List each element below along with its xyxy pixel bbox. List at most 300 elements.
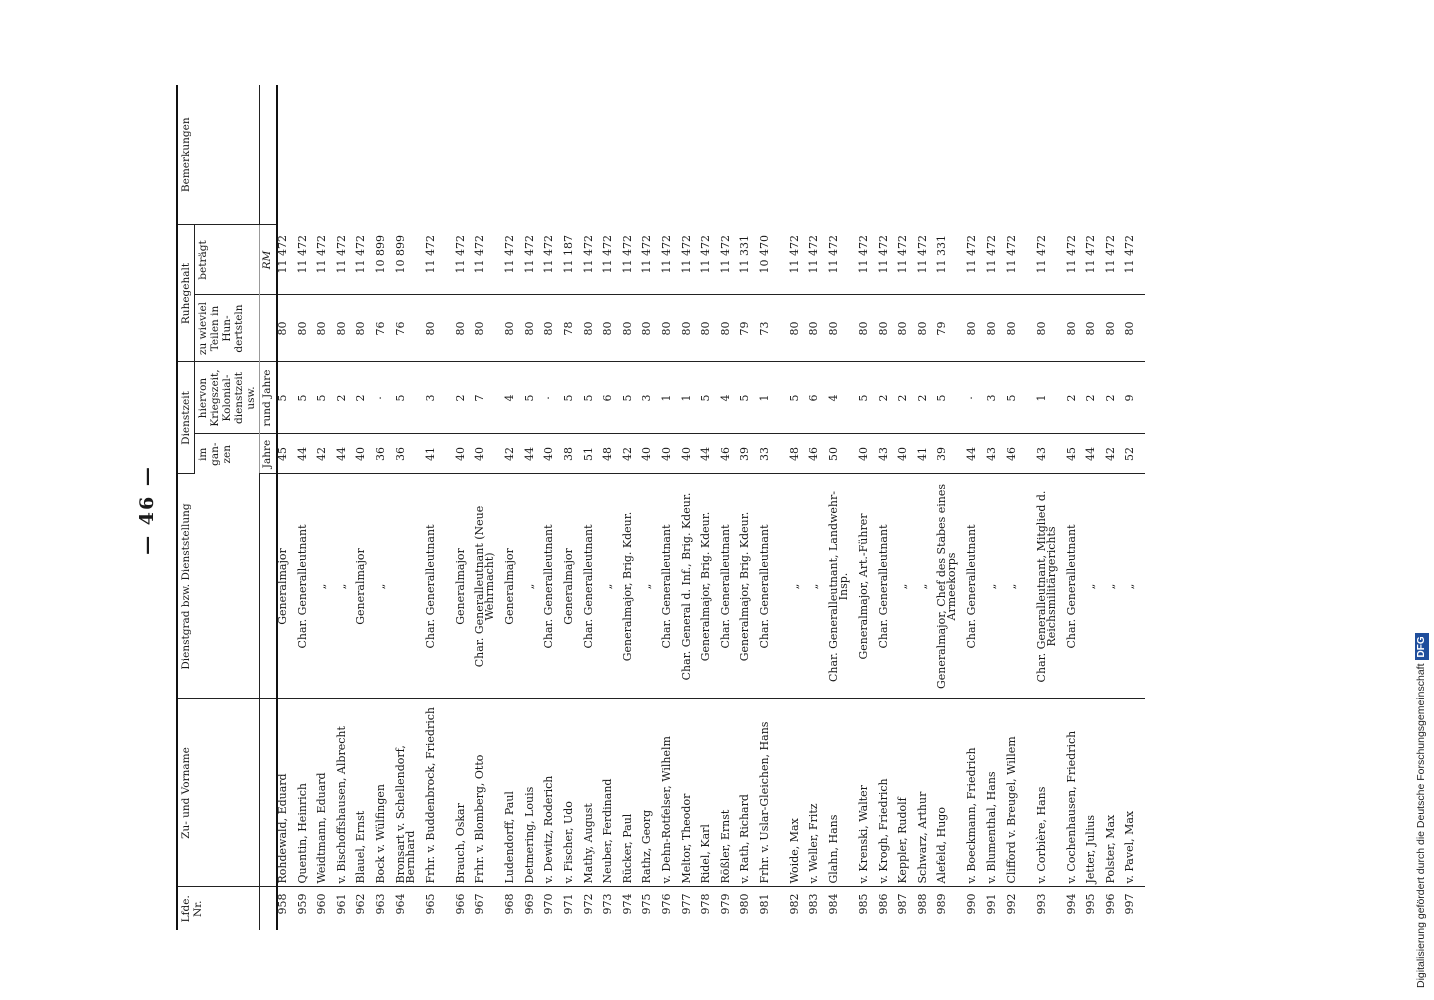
bemerkungen-cell <box>740 85 760 225</box>
name-cell: v. Pavel, Max <box>1125 699 1145 887</box>
table-row <box>859 85 879 930</box>
betrag-cell: 11 472 <box>356 225 376 295</box>
rank-cell: Char. Generalleutnant <box>662 474 682 699</box>
lfd-nr-cell: 961 <box>334 893 348 915</box>
teile-cell: 80 <box>1086 295 1106 362</box>
table-row <box>987 85 1007 930</box>
rank-cell: Generalmajor, Art.-Führer <box>859 474 879 699</box>
header-rank: Dienstgrad bzw. Dienststellung <box>177 474 260 699</box>
rank-cell: „ <box>809 474 829 699</box>
dienstzeit-ganzen-cell: 50 <box>829 434 859 474</box>
teile-cell: 80 <box>456 295 476 362</box>
betrag-cell: 11 472 <box>721 225 741 295</box>
dienstzeit-ganzen-cell: 40 <box>544 434 564 474</box>
teile-cell: 80 <box>879 295 899 362</box>
rank-cell: Char. Generalleutnant, Landwehr-Insp. <box>829 474 859 699</box>
name-cell: v. Rath, Richard <box>740 699 760 887</box>
betrag-cell: 11 472 <box>603 225 623 295</box>
rank-cell: Generalmajor <box>505 474 525 699</box>
header-dienstzeit: Dienstzeit <box>177 362 195 474</box>
bemerkungen-cell <box>829 85 859 225</box>
name-cell: Schwarz, Arthur <box>918 699 938 887</box>
header-lfd-nr: Lfde. Nr. <box>177 887 260 930</box>
lfd-nr-cell: 971 <box>561 893 575 915</box>
betrag-cell: 11 472 <box>1037 225 1067 295</box>
table-row <box>426 85 456 930</box>
teile-cell: 80 <box>337 295 357 362</box>
name-cell: Meltor, Theodor <box>682 699 702 887</box>
rank-cell: Char. Generalleutnant <box>544 474 564 699</box>
teile-cell: 80 <box>987 295 1007 362</box>
lfd-nr-cell: 967 <box>473 893 487 915</box>
dienstzeit-hiervon-cell: 5 <box>701 362 721 434</box>
lfd-nr-cell: 966 <box>453 893 467 915</box>
dienstzeit-ganzen-cell: 40 <box>662 434 682 474</box>
rank-cell: Char. Generalleutnant <box>426 474 456 699</box>
bemerkungen-cell <box>898 85 918 225</box>
dienstzeit-hiervon-cell: 5 <box>740 362 760 434</box>
teile-cell: 80 <box>829 295 859 362</box>
bemerkungen-cell <box>356 85 376 225</box>
bemerkungen-cell <box>790 85 810 225</box>
bemerkungen-cell <box>584 85 604 225</box>
betrag-cell: 11 472 <box>456 225 476 295</box>
dienstzeit-hiervon-cell: 9 <box>1125 362 1145 434</box>
table-row <box>376 85 396 930</box>
dienstzeit-ganzen-cell: 43 <box>1037 434 1067 474</box>
dienstzeit-ganzen-cell: 44 <box>298 434 318 474</box>
lfd-nr-cell: 991 <box>985 893 999 915</box>
teile-cell: 80 <box>584 295 604 362</box>
rank-cell: „ <box>317 474 337 699</box>
table-row <box>317 85 337 930</box>
unit-rund-jahre: rund Jahre <box>260 362 278 434</box>
dienstzeit-hiervon-cell: 5 <box>623 362 643 434</box>
lfd-nr-cell: 987 <box>896 893 910 915</box>
dienstzeit-hiervon-cell: · <box>544 362 564 434</box>
dienstzeit-hiervon-cell: 3 <box>426 362 456 434</box>
dienstzeit-ganzen-cell: 44 <box>1086 434 1106 474</box>
bemerkungen-cell <box>1007 85 1037 225</box>
name-cell: v. Bischoffshausen, Albrecht <box>337 699 357 887</box>
dienstzeit-ganzen-cell: 43 <box>879 434 899 474</box>
lfd-nr-cell: 969 <box>522 893 536 915</box>
betrag-cell: 11 472 <box>584 225 604 295</box>
rank-cell: „ <box>525 474 545 699</box>
betrag-cell: 10 899 <box>396 225 426 295</box>
dienstzeit-ganzen-cell: 44 <box>525 434 545 474</box>
table-row <box>682 85 702 930</box>
dienstzeit-hiervon-cell: 4 <box>721 362 741 434</box>
table-row <box>740 85 760 930</box>
rank-cell: „ <box>376 474 396 699</box>
pension-table <box>176 85 1145 930</box>
betrag-cell: 11 472 <box>1106 225 1126 295</box>
betrag-cell: 11 472 <box>1125 225 1145 295</box>
bemerkungen-cell <box>623 85 643 225</box>
rank-cell: Char. Generalleutnant <box>584 474 604 699</box>
bemerkungen-cell <box>918 85 938 225</box>
name-cell: Neuber, Ferdinand <box>603 699 623 887</box>
betrag-cell: 11 472 <box>859 225 879 295</box>
rank-cell: „ <box>1086 474 1106 699</box>
dienstzeit-hiervon-cell: 4 <box>505 362 525 434</box>
bemerkungen-cell <box>1106 85 1126 225</box>
lfd-nr-cell: 965 <box>423 893 437 915</box>
rank-cell: Char. Generalleutnant <box>298 474 318 699</box>
bemerkungen-cell <box>505 85 525 225</box>
dienstzeit-ganzen-cell: 42 <box>1106 434 1126 474</box>
rank-cell: „ <box>790 474 810 699</box>
rank-cell: Char. Generalleutnant, Mitglied d. Reichsmilitärgerichts <box>1037 474 1067 699</box>
betrag-cell: 11 472 <box>475 225 505 295</box>
name-cell: v. Cochenhausen, Friedrich <box>1067 699 1087 887</box>
dienstzeit-hiervon-cell: 5 <box>584 362 604 434</box>
teile-cell: 80 <box>356 295 376 362</box>
dienstzeit-hiervon-cell: 1 <box>760 362 790 434</box>
name-cell: v. Dewitz, Roderich <box>544 699 564 887</box>
watermark-text: Digitalisierung gefördert durch die Deutsche Forschungsgemeinschaft <box>1415 663 1427 988</box>
name-cell: v. Boeckmann, Friedrich <box>967 699 987 887</box>
lfd-nr-cell: 973 <box>601 893 615 915</box>
dienstzeit-ganzen-cell: 33 <box>760 434 790 474</box>
teile-cell: 80 <box>475 295 505 362</box>
header-betraegt: beträgt <box>195 225 260 295</box>
dienstzeit-hiervon-cell: 2 <box>1086 362 1106 434</box>
rank-cell: Generalmajor <box>356 474 376 699</box>
dienstzeit-hiervon-cell: 5 <box>564 362 584 434</box>
teile-cell: 80 <box>721 295 741 362</box>
bemerkungen-cell <box>662 85 682 225</box>
teile-cell: 80 <box>682 295 702 362</box>
lfd-nr-cell: 959 <box>295 893 309 915</box>
rank-cell: „ <box>1106 474 1126 699</box>
bemerkungen-cell <box>544 85 564 225</box>
name-cell: Frhr. v. Buddenbrock, Friedrich <box>426 699 456 887</box>
dienstzeit-ganzen-cell: 48 <box>790 434 810 474</box>
dienstzeit-ganzen-cell: 40 <box>356 434 376 474</box>
name-cell: Glahn, Hans <box>829 699 859 887</box>
name-cell: Brauch, Oskar <box>456 699 476 887</box>
dienstzeit-hiervon-cell: 5 <box>525 362 545 434</box>
dienstzeit-ganzen-cell: 46 <box>721 434 741 474</box>
lfd-nr-cell: 983 <box>807 893 821 915</box>
dienstzeit-ganzen-cell: 52 <box>1125 434 1145 474</box>
dienstzeit-hiervon-cell: 2 <box>1067 362 1087 434</box>
table-row <box>1007 85 1037 930</box>
name-cell: Bronsart v. Schellendorf, Bernhard <box>396 699 426 887</box>
lfd-nr-cell: 997 <box>1123 893 1137 915</box>
bemerkungen-cell <box>317 85 337 225</box>
dienstzeit-ganzen-cell: 36 <box>376 434 396 474</box>
betrag-cell: 11 331 <box>937 225 967 295</box>
name-cell: v. Corbière, Hans <box>1037 699 1067 887</box>
bemerkungen-cell <box>937 85 967 225</box>
name-cell: Alefeld, Hugo <box>937 699 967 887</box>
betrag-cell: 11 472 <box>623 225 643 295</box>
header-bemerkungen: Bemerkungen <box>177 85 260 225</box>
bemerkungen-cell <box>564 85 584 225</box>
rank-cell: „ <box>603 474 623 699</box>
bemerkungen-cell <box>859 85 879 225</box>
dienstzeit-ganzen-cell: 45 <box>277 434 298 474</box>
name-cell: Polster, Max <box>1106 699 1126 887</box>
table-row <box>760 85 790 930</box>
rank-cell: Generalmajor <box>564 474 584 699</box>
dienstzeit-hiervon-cell: 5 <box>396 362 426 434</box>
name-cell: Weidtmann, Eduard <box>317 699 337 887</box>
dienstzeit-hiervon-cell: 5 <box>277 362 298 434</box>
teile-cell: 79 <box>740 295 760 362</box>
lfd-nr-cell: 994 <box>1064 893 1078 915</box>
dienstzeit-hiervon-cell: 2 <box>1106 362 1126 434</box>
name-cell: Rathz, Georg <box>642 699 662 887</box>
dienstzeit-hiervon-cell: 1 <box>662 362 682 434</box>
bemerkungen-cell <box>298 85 318 225</box>
rank-cell: Generalmajor <box>456 474 476 699</box>
teile-cell: 76 <box>396 295 426 362</box>
teile-cell: 80 <box>1037 295 1067 362</box>
unit-jahre: Jahre <box>260 434 278 474</box>
table-row <box>603 85 623 930</box>
table-row <box>701 85 721 930</box>
table-row <box>564 85 584 930</box>
lfd-nr-cell: 974 <box>620 893 634 915</box>
lfd-nr-cell: 990 <box>965 893 979 915</box>
lfd-nr-cell: 992 <box>1004 893 1018 915</box>
teile-cell: 80 <box>809 295 829 362</box>
teile-cell: 80 <box>790 295 810 362</box>
lfd-nr-cell: 978 <box>699 893 713 915</box>
name-cell: Quentin, Heinrich <box>298 699 318 887</box>
dienstzeit-ganzen-cell: 42 <box>505 434 525 474</box>
dienstzeit-hiervon-cell: 5 <box>790 362 810 434</box>
betrag-cell: 11 472 <box>337 225 357 295</box>
betrag-cell: 11 472 <box>967 225 987 295</box>
lfd-nr-cell: 995 <box>1084 893 1098 915</box>
rank-cell <box>396 474 426 699</box>
name-cell: Clifford v. Breugel, Willem <box>1007 699 1037 887</box>
header-ruhegehalt: Ruhegehalt <box>177 225 195 362</box>
table-row <box>829 85 859 930</box>
betrag-cell: 11 472 <box>1067 225 1087 295</box>
betrag-cell: 11 472 <box>426 225 456 295</box>
name-cell: Bock v. Wülfingen <box>376 699 396 887</box>
dienstzeit-hiervon-cell: 5 <box>317 362 337 434</box>
name-cell: v. Fischer, Udo <box>564 699 584 887</box>
lfd-nr-cell: 996 <box>1103 893 1117 915</box>
teile-cell: 80 <box>1007 295 1037 362</box>
teile-cell: 80 <box>967 295 987 362</box>
rank-cell: Generalmajor, Brig. Kdeur. <box>623 474 643 699</box>
teile-cell: 80 <box>623 295 643 362</box>
teile-cell: 78 <box>564 295 584 362</box>
teile-cell: 80 <box>642 295 662 362</box>
rank-cell: Char. Generalleutnant <box>760 474 790 699</box>
dienstzeit-ganzen-cell: 46 <box>1007 434 1037 474</box>
dienstzeit-ganzen-cell: 38 <box>564 434 584 474</box>
table-row <box>1086 85 1106 930</box>
name-cell: Rößler, Ernst <box>721 699 741 887</box>
name-cell: v. Blumenthal, Hans <box>987 699 1007 887</box>
lfd-nr-cell: 989 <box>935 893 949 915</box>
bemerkungen-cell <box>1086 85 1106 225</box>
dienstzeit-ganzen-cell: 39 <box>740 434 760 474</box>
name-cell: v. Krenski, Walter <box>859 699 879 887</box>
lfd-nr-cell: 986 <box>876 893 890 915</box>
teile-cell: 80 <box>918 295 938 362</box>
lfd-nr-cell: 968 <box>503 893 517 915</box>
dienstzeit-ganzen-cell: 39 <box>937 434 967 474</box>
table-row <box>396 85 426 930</box>
dienstzeit-ganzen-cell: 42 <box>317 434 337 474</box>
table-row <box>623 85 643 930</box>
betrag-cell: 11 472 <box>701 225 721 295</box>
betrag-cell: 11 331 <box>740 225 760 295</box>
betrag-cell: 11 472 <box>662 225 682 295</box>
betrag-cell: 11 472 <box>809 225 829 295</box>
name-cell: Detmering, Louis <box>525 699 545 887</box>
rank-cell: „ <box>918 474 938 699</box>
name-cell: Keppler, Rudolf <box>898 699 918 887</box>
rank-cell: Char. Generalleutnant <box>721 474 741 699</box>
lfd-nr-cell: 979 <box>718 893 732 915</box>
betrag-cell: 11 472 <box>790 225 810 295</box>
teile-cell: 80 <box>859 295 879 362</box>
lfd-nr-cell: 993 <box>1034 893 1048 915</box>
teile-cell: 80 <box>603 295 623 362</box>
bemerkungen-cell <box>1067 85 1087 225</box>
name-cell: v. Dehn-Rotfelser, Wilhelm <box>662 699 682 887</box>
dfg-logo: DFG <box>1415 633 1429 660</box>
bemerkungen-cell <box>987 85 1007 225</box>
bemerkungen-cell <box>277 85 298 225</box>
bemerkungen-cell <box>1037 85 1067 225</box>
name-cell: Blauel, Ernst <box>356 699 376 887</box>
name-cell: Rohdewald, Eduard <box>277 699 298 887</box>
lfd-nr-cell: 985 <box>857 893 871 915</box>
lfd-nr-cell: 963 <box>373 893 387 915</box>
dienstzeit-ganzen-cell: 41 <box>426 434 456 474</box>
name-cell: Jetter, Julius <box>1086 699 1106 887</box>
dienstzeit-hiervon-cell: 2 <box>337 362 357 434</box>
dienstzeit-hiervon-cell: 6 <box>809 362 829 434</box>
teile-cell: 80 <box>505 295 525 362</box>
document-page <box>130 85 1290 930</box>
lfd-nr-cell: 975 <box>640 893 654 915</box>
dienstzeit-hiervon-cell: 3 <box>987 362 1007 434</box>
betrag-cell: 11 472 <box>1086 225 1106 295</box>
rank-cell: „ <box>337 474 357 699</box>
bemerkungen-cell <box>475 85 505 225</box>
betrag-cell: 11 472 <box>898 225 918 295</box>
betrag-cell: 11 472 <box>987 225 1007 295</box>
dienstzeit-hiervon-cell: · <box>376 362 396 434</box>
lfd-nr-cell: 982 <box>787 893 801 915</box>
dienstzeit-hiervon-cell: · <box>967 362 987 434</box>
dienstzeit-ganzen-cell: 44 <box>701 434 721 474</box>
bemerkungen-cell <box>760 85 790 225</box>
name-cell: Ridel, Karl <box>701 699 721 887</box>
teile-cell: 80 <box>277 295 298 362</box>
teile-cell: 80 <box>525 295 545 362</box>
betrag-cell: 11 472 <box>829 225 859 295</box>
teile-cell: 73 <box>760 295 790 362</box>
header-zu-wieviel: zu wieviel Teilen in Hun- dertsteln <box>195 295 260 362</box>
betrag-cell: 11 472 <box>277 225 298 295</box>
lfd-nr-cell: 962 <box>354 893 368 915</box>
name-cell: Woide, Max <box>790 699 810 887</box>
teile-cell: 80 <box>544 295 564 362</box>
dienstzeit-hiervon-cell: 2 <box>456 362 476 434</box>
bemerkungen-cell <box>701 85 721 225</box>
table-row <box>898 85 918 930</box>
dfg-watermark <box>1410 8 1432 988</box>
lfd-nr-cell: 981 <box>757 893 771 915</box>
bemerkungen-cell <box>396 85 426 225</box>
dienstzeit-hiervon-cell: 2 <box>879 362 899 434</box>
table-row <box>937 85 967 930</box>
teile-cell: 76 <box>376 295 396 362</box>
dienstzeit-hiervon-cell: 1 <box>682 362 702 434</box>
name-cell: v. Krogh, Friedrich <box>879 699 899 887</box>
dienstzeit-ganzen-cell: 48 <box>603 434 623 474</box>
teile-cell: 80 <box>1125 295 1145 362</box>
dienstzeit-ganzen-cell: 40 <box>475 434 505 474</box>
lfd-nr-cell: 960 <box>315 893 329 915</box>
rank-cell: „ <box>642 474 662 699</box>
betrag-cell: 11 472 <box>544 225 564 295</box>
lfd-nr-cell: 988 <box>915 893 929 915</box>
dienstzeit-hiervon-cell: 7 <box>475 362 505 434</box>
bemerkungen-cell <box>721 85 741 225</box>
dienstzeit-hiervon-cell: 6 <box>603 362 623 434</box>
bemerkungen-cell <box>456 85 476 225</box>
header-im-ganzen: im gan- zen <box>195 434 260 474</box>
dienstzeit-ganzen-cell: 41 <box>918 434 938 474</box>
name-cell: Frhr. v. Uslar-Gleichen, Hans <box>760 699 790 887</box>
dienstzeit-hiervon-cell: 2 <box>356 362 376 434</box>
bemerkungen-cell <box>809 85 829 225</box>
lfd-nr-cell: 964 <box>393 893 407 915</box>
bemerkungen-cell <box>682 85 702 225</box>
rank-cell: Char. Generalleutnant <box>1067 474 1087 699</box>
rank-cell: Char. General d. Inf., Brig. Kdeur. <box>682 474 702 699</box>
header-name: Zu- und Vorname <box>177 699 260 887</box>
rank-cell: Char. Generalleutnant <box>967 474 987 699</box>
betrag-cell: 11 472 <box>879 225 899 295</box>
bemerkungen-cell <box>879 85 899 225</box>
teile-cell: 80 <box>1106 295 1126 362</box>
lfd-nr-cell: 970 <box>542 893 556 915</box>
rank-cell: Generalmajor <box>277 474 298 699</box>
name-cell: Frhr. v. Blomberg, Otto <box>475 699 505 887</box>
table-row <box>505 85 525 930</box>
lfd-nr-cell: 984 <box>827 893 841 915</box>
rank-cell: Char. Generalleutnant (Neue Wehrmacht) <box>475 474 505 699</box>
lfd-nr-cell: 977 <box>679 893 693 915</box>
dienstzeit-ganzen-cell: 40 <box>642 434 662 474</box>
rank-cell: „ <box>1007 474 1037 699</box>
table-row <box>642 85 662 930</box>
teile-cell: 80 <box>662 295 682 362</box>
dienstzeit-ganzen-cell: 40 <box>898 434 918 474</box>
bemerkungen-cell <box>525 85 545 225</box>
name-cell: Rücker, Paul <box>623 699 643 887</box>
dienstzeit-hiervon-cell: 2 <box>918 362 938 434</box>
dienstzeit-ganzen-cell: 44 <box>337 434 357 474</box>
header-hiervon: hiervon Kriegszeit, Kolonial- dienstzeit usw. <box>195 362 260 434</box>
